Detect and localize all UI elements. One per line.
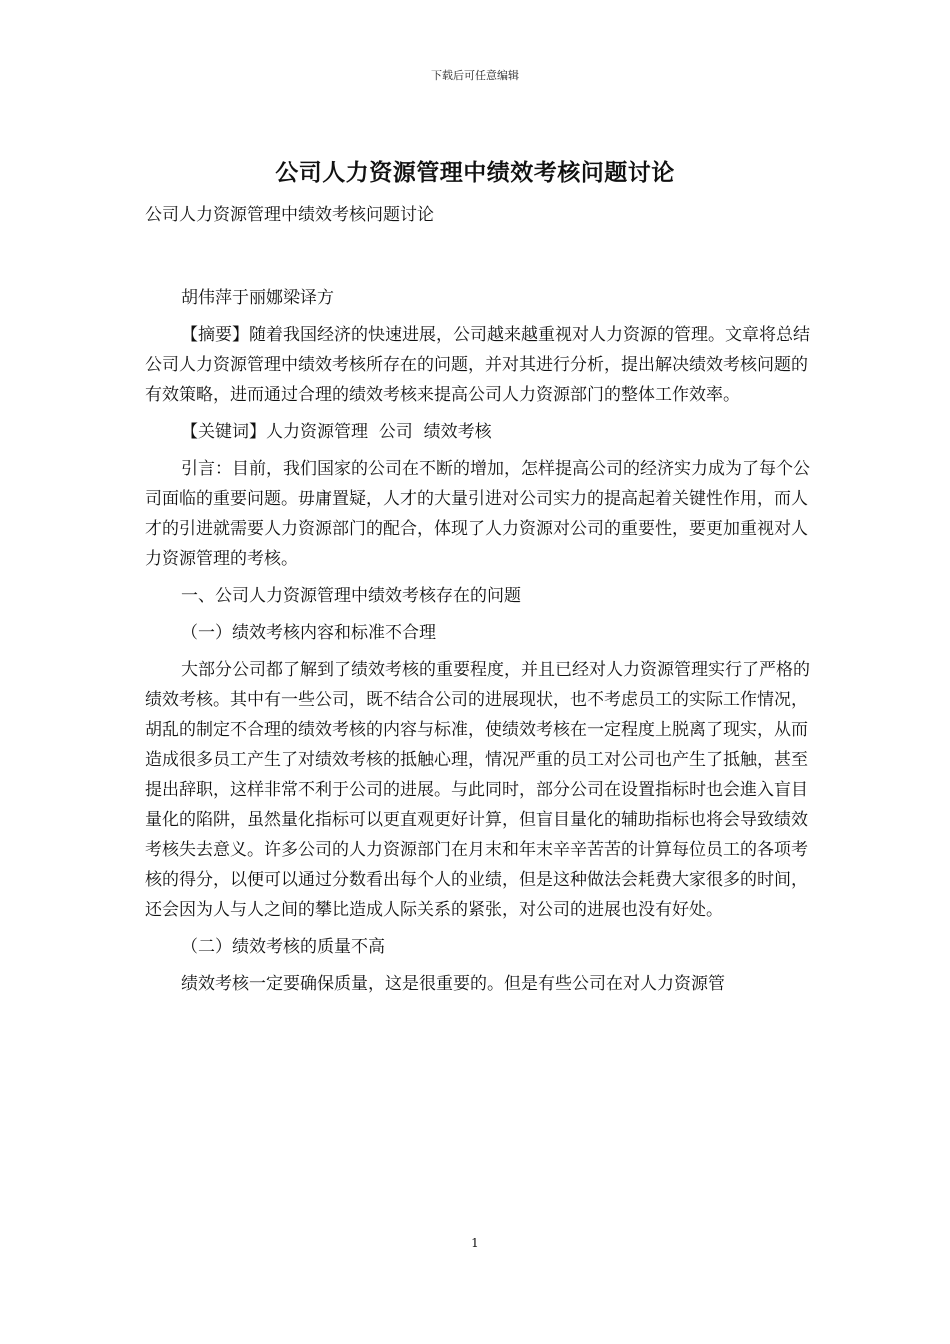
- subsection-heading-1: （一）绩效考核内容和标准不合理: [181, 623, 436, 643]
- abstract-paragraph: 【摘要】随着我国经济的快速进展，公司越来越重视对人力资源的管理。文章将总结公司人力资源管理中绩效考核所存在的问题，并对其进行分析，提出解决绩效考核问题的有效策略，进而通过合理的绩效考核来提高公司人力资源部门的整体工作效率。: [145, 325, 810, 405]
- keywords-line: 【关键词】人力资源管理 公司 绩效考核: [181, 422, 492, 442]
- page-header-note: 下载后可任意编辑: [431, 69, 519, 82]
- authors-line: 胡伟萍于丽娜梁译方: [181, 288, 334, 308]
- document-subtitle: 公司人力资源管理中绩效考核问题讨论: [145, 205, 434, 225]
- document-body: [145, 200, 815, 999]
- section-heading-1: 一、公司人力资源管理中绩效考核存在的问题: [181, 586, 521, 606]
- document-title: 公司人力资源管理中绩效考核问题讨论: [275, 159, 675, 186]
- body-paragraph-2: 绩效考核一定要确保质量，这是很重要的。但是有些公司在对人力资源管: [181, 974, 725, 994]
- page-number: 1: [471, 1236, 479, 1250]
- intro-paragraph: 引言：目前，我们国家的公司在不断的增加，怎样提高公司的经济实力成为了每个公司面临的重要问题。毋庸置疑，人才的大量引进对公司实力的提高起着关键性作用，而人才的引进就需要人力资源部门的配合，体现了人力资源对公司的重要性，要更加重视对人力资源管理的考核。: [145, 459, 810, 569]
- subsection-heading-2: （二）绩效考核的质量不高: [181, 937, 385, 957]
- body-paragraph-1: 大部分公司都了解到了绩效考核的重要程度，并且已经对人力资源管理实行了严格的绩效考核。其中有一些公司，既不结合公司的进展现状，也不考虑员工的实际工作情况，胡乱的制定不合理的绩效考核的内容与标准，使绩效考核在一定程度上脱离了现实，从而造成很多员工产生了对绩效考核的抵触心理，情况严重的员工对公司也产生了抵触，甚至提出辞职，这样非常不利于公司的进展。与此同时，部分公司在设置指标时也会進入盲目量化的陷阱，虽然量化指标可以更直观更好计算，但盲目量化的辅助指标也将会导致绩效考核失去意义。许多公司的人力资源部门在月末和年末辛辛苦苦的计算每位员工的各项考核的得分，以便可以通过分数看出每个人的业绩，但是这种做法会耗费大家很多的时间，还会因为人与人之间的攀比造成人际关系的紧张，对公司的进展也没有好处。: [145, 660, 810, 920]
